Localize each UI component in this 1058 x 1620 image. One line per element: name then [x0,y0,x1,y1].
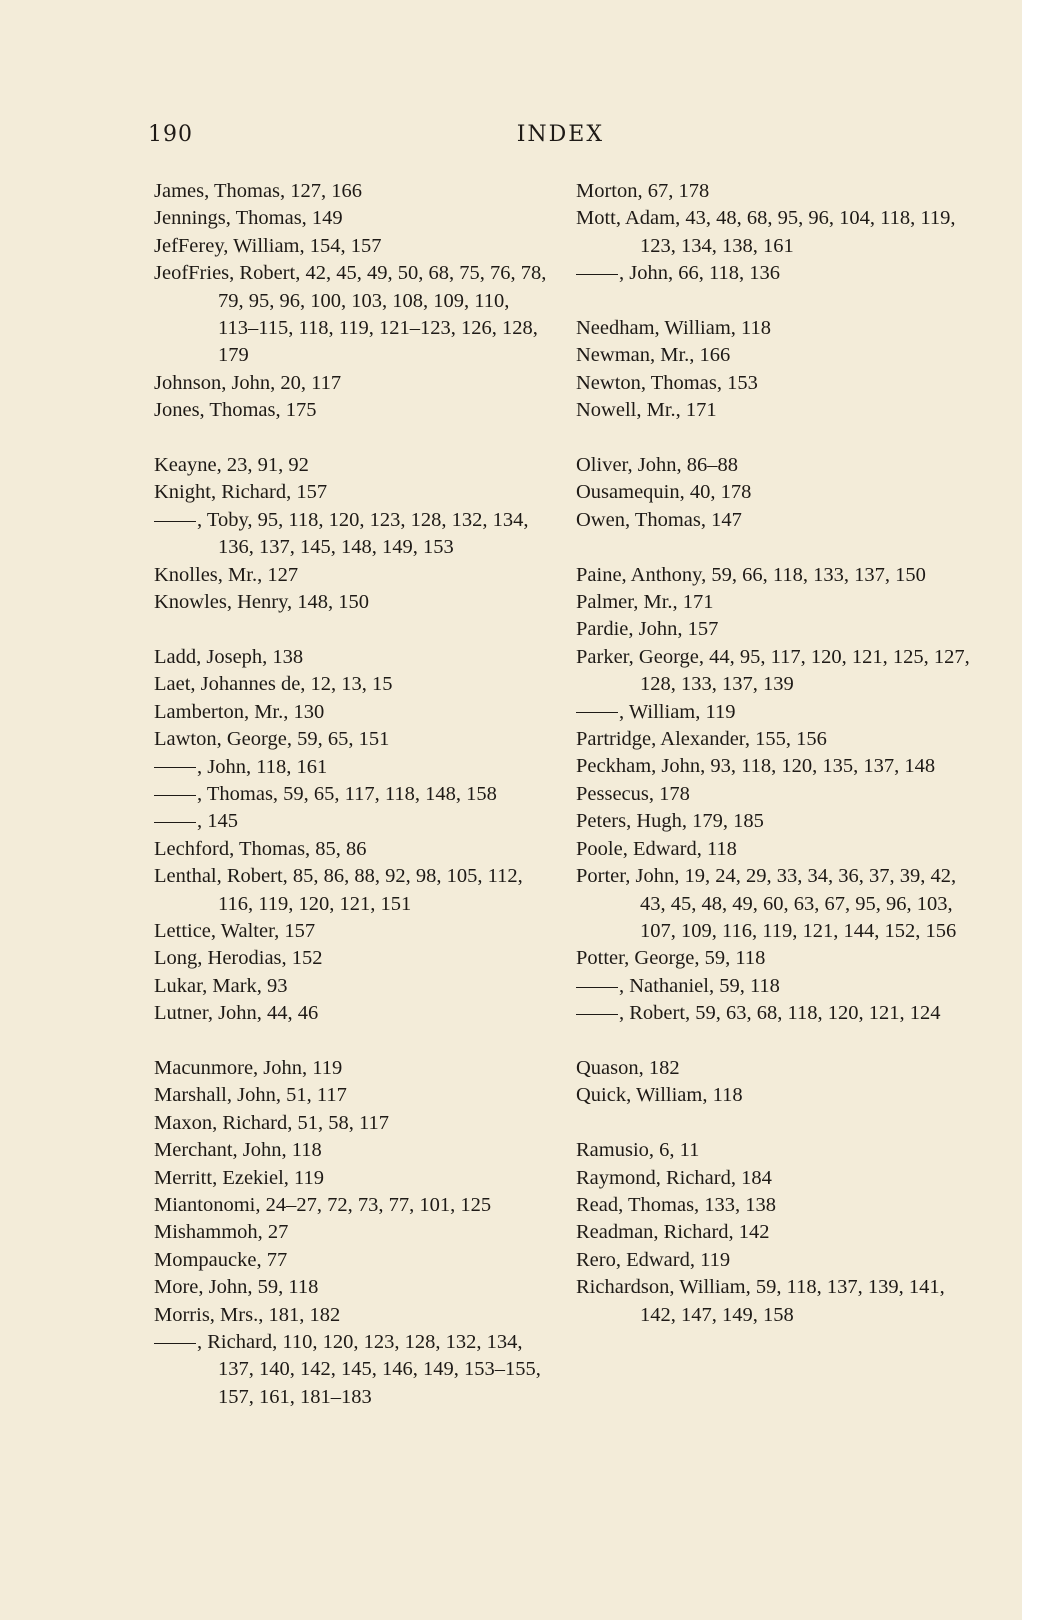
index-entry-text: Johnson, John, 20, 117 [154,371,342,394]
index-entry [576,1247,976,1274]
index-entry [576,781,976,808]
ditto-dash [154,795,196,796]
ditto-dash [576,274,618,275]
index-entry [154,1110,554,1137]
index-entry-text: Lamberton, Mr., 130 [154,700,325,723]
index-entry [154,452,554,479]
index-entry [576,397,976,424]
index-entry-text: , William, 119 [619,700,736,723]
index-entry-text: Lechford, Thomas, 85, 86 [154,837,367,860]
index-entry-text: Long, Herodias, 152 [154,947,323,970]
index-entry [154,370,554,397]
index-entry [576,260,976,287]
section-gap [576,534,976,561]
index-entry [154,1137,554,1164]
index-entry [154,1247,554,1274]
index-entry-text: Rero, Edward, 119 [576,1248,731,1271]
index-entry [576,808,976,835]
index-entry-text: Lenthal, Robert, 85, 86, 88, 92, 98, 105, 112, 116, 119, 120, 121, 151 [154,865,523,915]
ditto-dash [576,1014,618,1015]
index-entry [154,699,554,726]
running-head: INDEX [516,122,604,147]
index-entry [154,507,554,562]
index-entry-text: Potter, George, 59, 118 [576,947,766,970]
index-entry [154,754,554,781]
index-entry [576,370,976,397]
index-entry-text: , Richard, 110, 120, 123, 128, 132, 134, 137, 140, 142, 145, 146, 149, 153–155, 157, 161, 181–183 [197,1331,541,1408]
index-entry-text: Jones, Thomas, 175 [154,399,317,422]
index-entry-text: Oliver, John, 86–88 [576,454,739,477]
index-entry [576,1000,976,1027]
page-edge [1022,0,1040,1620]
index-entry-text: Peters, Hugh, 179, 185 [576,810,764,833]
index-entry-text: Nowell, Mr., 171 [576,399,717,422]
index-entry [576,1219,976,1246]
index-entry-text: , Toby, 95, 118, 120, 123, 128, 132, 134, 136, 137, 145, 148, 149, 153 [197,508,529,559]
index-entry-text: More, John, 59, 118 [154,1276,319,1299]
index-entry-text: Ramusio, 6, 11 [576,1139,700,1162]
index-entry-text: Lawton, George, 59, 65, 151 [154,728,390,751]
index-entry [154,479,554,506]
index-entry-text: Richardson, William, 59, 118, 137, 139, 141, 142, 147, 149, 158 [576,1276,945,1326]
index-column-right [576,178,976,1329]
index-entry [576,452,976,479]
index-entry-text: Lukar, Mark, 93 [154,974,288,997]
ditto-dash [576,987,618,988]
index-entry [576,1055,976,1082]
index-entry [154,644,554,671]
page-number: 190 [148,122,193,147]
index-entry [154,562,554,589]
index-entry-text: Knolles, Mr., 127 [154,563,299,586]
index-entry-text: Readman, Richard, 142 [576,1221,770,1244]
index-entry-text: Maxon, Richard, 51, 58, 117 [154,1111,389,1134]
index-entry [576,753,976,780]
index-entry [154,397,554,424]
index-entry-text: , John, 118, 161 [197,755,328,778]
index-entry-text: Morton, 67, 178 [576,180,710,202]
index-entry [576,342,976,369]
index-entry-text: Pardie, John, 157 [576,618,719,641]
index-entry-text: Quason, 182 [576,1056,680,1079]
section-gap [576,288,976,315]
index-entry-text: Morris, Mrs., 181, 182 [154,1303,341,1326]
index-entry-text: Keayne, 23, 91, 92 [154,454,309,477]
section-gap [154,616,554,643]
index-entry-text: Macunmore, John, 119 [154,1056,343,1079]
index-entry [576,205,976,260]
index-entry [576,562,976,589]
index-entry-text: Porter, John, 19, 24, 29, 33, 34, 36, 37, 39, 42, 43, 45, 48, 49, 60, 63, 67, 95, 96, 103, 107, 109, 116, 119, 121, 144, 152, 156 [576,865,957,942]
index-entry-text: , Thomas, 59, 65, 117, 118, 148, 158 [197,782,497,805]
index-entry-text: Mott, Adam, 43, 48, 68, 95, 96, 104, 118, 119, 123, 134, 138, 161 [576,207,956,257]
index-entry-text: Miantonomi, 24–27, 72, 73, 77, 101, 125 [154,1193,492,1216]
index-entry-text: Mishammoh, 27 [154,1221,289,1244]
section-gap [576,1110,976,1137]
index-entry [576,589,976,616]
index-entry [576,973,976,1000]
index-entry [154,1329,554,1411]
index-entry [154,671,554,698]
index-entry [154,589,554,616]
index-entry [576,507,976,534]
index-entry [154,836,554,863]
index-entry-text: Needham, William, 118 [576,317,772,340]
index-entry-text: , Nathaniel, 59, 118 [619,974,780,997]
index-entry-text: Partridge, Alexander, 155, 156 [576,728,827,751]
index-entry-text: Pessecus, 178 [576,782,690,805]
index-entry [576,836,976,863]
section-gap [154,425,554,452]
index-entry-text: Lettice, Walter, 157 [154,919,316,942]
index-entry-text: Ousamequin, 40, 178 [576,481,752,504]
index-entry [576,1165,976,1192]
ditto-dash [154,822,196,823]
index-entry [576,644,976,699]
index-entry-text: , John, 66, 118, 136 [619,262,780,285]
ditto-dash [154,521,196,522]
index-entry-text: Owen, Thomas, 147 [576,508,742,531]
index-entry-text: Raymond, Richard, 184 [576,1166,772,1189]
index-entry [154,1302,554,1329]
index-entry-text: JefFerey, William, 154, 157 [154,234,382,257]
index-entry-text: Knowles, Henry, 148, 150 [154,591,370,614]
index-entry [576,1082,976,1109]
index-entry-text: Newman, Mr., 166 [576,344,731,367]
index-entry [154,945,554,972]
index-entry [576,315,976,342]
index-entry [576,863,976,945]
index-column-left [154,178,554,1411]
index-entry [576,616,976,643]
index-entry [154,1000,554,1027]
index-entry [576,699,976,726]
index-entry-text: Parker, George, 44, 95, 117, 120, 121, 125, 127, 128, 133, 137, 139 [576,645,970,696]
ditto-dash [154,767,196,768]
ditto-dash [154,1343,196,1344]
index-entry-text: Jennings, Thomas, 149 [154,207,343,230]
index-entry [154,1082,554,1109]
index-entry [576,1192,976,1219]
index-entry-text: James, Thomas, 127, 166 [154,180,363,202]
index-entry-text: Read, Thomas, 133, 138 [576,1193,777,1216]
index-entry [154,178,554,205]
ditto-dash [576,712,618,713]
index-entry-text: Ladd, Joseph, 138 [154,645,304,668]
index-entry-text: Peckham, John, 93, 118, 120, 135, 137, 148 [576,755,936,778]
index-entry-text: Merchant, John, 118 [154,1139,322,1162]
index-entry-text: Paine, Anthony, 59, 66, 118, 133, 137, 150 [576,563,926,586]
index-entry [154,1165,554,1192]
index-entry [576,1274,976,1329]
index-entry-text: Newton, Thomas, 153 [576,371,758,394]
index-entry [154,1274,554,1301]
index-entry [576,1137,976,1164]
index-entry [154,1055,554,1082]
index-entry [154,726,554,753]
index-entry [154,260,554,370]
index-entry [154,863,554,918]
index-entry-text: JeofFries, Robert, 42, 45, 49, 50, 68, 75, 76, 78, 79, 95, 96, 100, 103, 108, 109, 110, 113–115, 118, 119, 121–123, 126, 128, 179 [154,262,547,367]
index-entry-text: Quick, William, 118 [576,1084,743,1107]
index-entry [154,1219,554,1246]
index-entry-text: Lutner, John, 44, 46 [154,1002,319,1025]
index-entry-text: Laet, Johannes de, 12, 13, 15 [154,673,393,696]
index-entry-text: , Robert, 59, 63, 68, 118, 120, 121, 124 [619,1002,941,1025]
section-gap [576,1028,976,1055]
index-entry [576,726,976,753]
index-entry [154,808,554,835]
section-gap [576,425,976,452]
section-gap [154,1028,554,1055]
index-entry-text: , 145 [197,810,238,833]
index-entry [154,918,554,945]
index-entry-text: Palmer, Mr., 171 [576,591,714,614]
index-entry [154,233,554,260]
index-entry [576,178,976,205]
index-entry [576,945,976,972]
index-entry [154,781,554,808]
index-entry-text: Merritt, Ezekiel, 119 [154,1166,325,1189]
index-entry-text: Poole, Edward, 118 [576,837,737,860]
index-entry [154,205,554,232]
index-entry-text: Marshall, John, 51, 117 [154,1084,347,1107]
index-entry [576,479,976,506]
index-entry-text: Mompaucke, 77 [154,1248,288,1271]
index-entry-text: Knight, Richard, 157 [154,481,328,504]
index-entry [154,973,554,1000]
index-entry [154,1192,554,1219]
